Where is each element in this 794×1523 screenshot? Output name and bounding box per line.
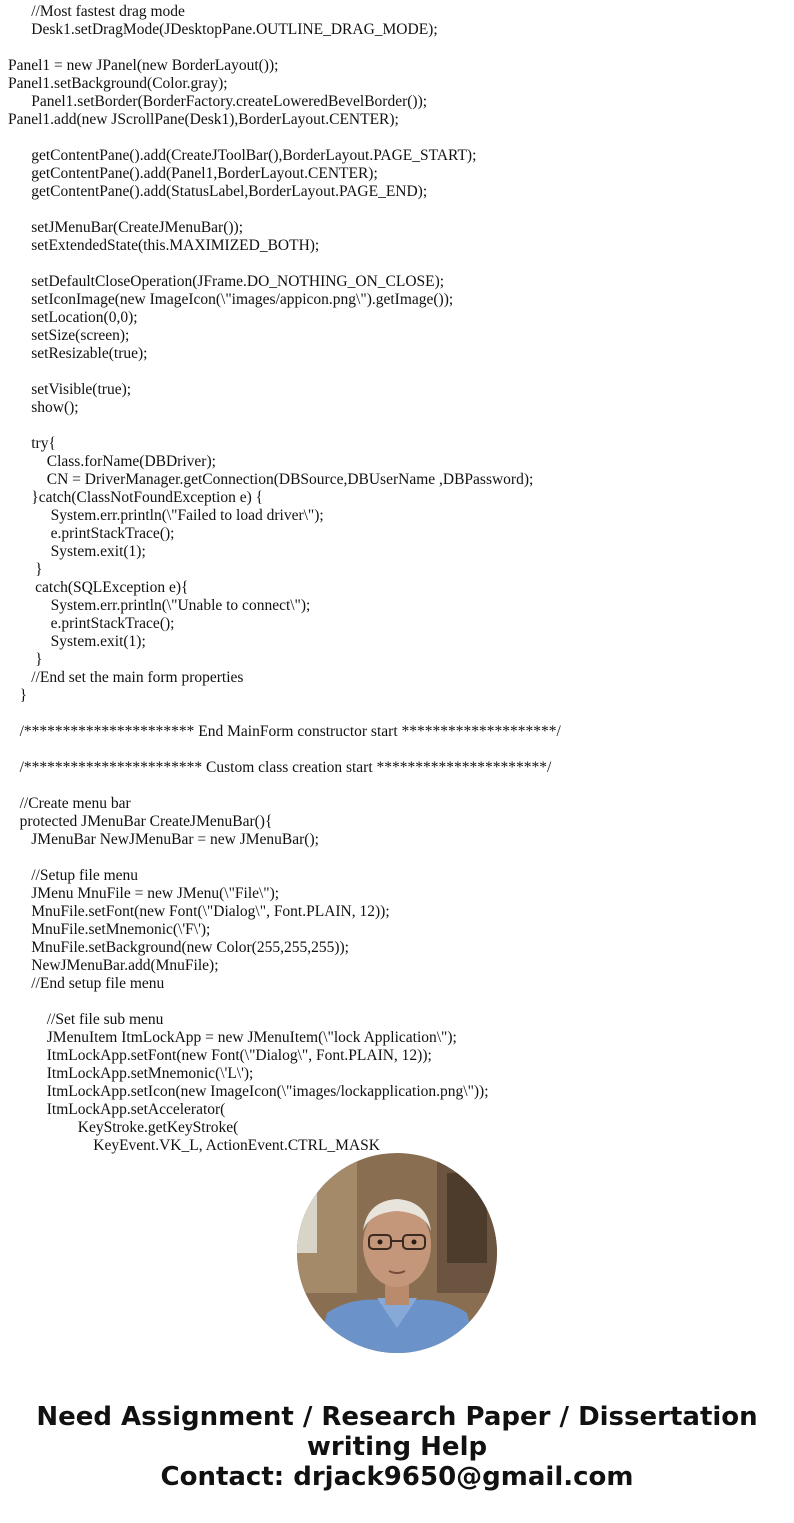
code-line: }catch(ClassNotFoundException e) { — [8, 489, 264, 506]
code-line: /********************** End MainForm constructor start ********************/ — [8, 723, 561, 740]
code-line: //Most fastest drag mode — [8, 3, 185, 20]
code-line: System.err.println(\"Failed to load driver\"); — [8, 507, 324, 524]
code-line: setVisible(true); — [8, 381, 132, 398]
code-line: setIconImage(new ImageIcon(\"images/appicon.png\").getImage()); — [8, 291, 454, 308]
code-line: MnuFile.setMnemonic(\'F\'); — [8, 921, 211, 938]
promo-line-2: writing Help — [306, 1432, 488, 1462]
code-line: //Setup file menu — [8, 867, 139, 884]
code-line: /*********************** Custom class creation start **********************/ — [8, 759, 552, 776]
code-line: setResizable(true); — [8, 345, 148, 362]
code-line: JMenu MnuFile = new JMenu(\"File\"); — [8, 885, 280, 902]
code-line: setJMenuBar(CreateJMenuBar()); — [8, 219, 244, 236]
code-line: Panel1.setBorder(BorderFactory.createLoweredBevelBorder()); — [8, 93, 428, 110]
author-photo — [297, 1153, 497, 1353]
code-line: ItmLockApp.setMnemonic(\'L\'); — [8, 1065, 254, 1082]
promo-contact: Contact: drjack9650@gmail.com — [160, 1462, 634, 1492]
code-line: show(); — [8, 399, 79, 416]
code-line: getContentPane().add(Panel1,BorderLayout.CENTER); — [8, 165, 378, 182]
code-line: ItmLockApp.setAccelerator( — [8, 1101, 226, 1118]
code-line: Panel1 = new JPanel(new BorderLayout()); — [8, 57, 279, 74]
code-line: //End set the main form properties — [8, 669, 244, 686]
code-line: NewJMenuBar.add(MnuFile); — [8, 957, 219, 974]
code-line: ItmLockApp.setFont(new Font(\"Dialog\", Font.PLAIN, 12)); — [8, 1047, 432, 1064]
code-line: e.printStackTrace(); — [8, 615, 175, 632]
code-line: setSize(screen); — [8, 327, 130, 344]
code-line: setDefaultCloseOperation(JFrame.DO_NOTHING_ON_CLOSE); — [8, 273, 445, 290]
code-line: getContentPane().add(CreateJToolBar(),BorderLayout.PAGE_START); — [8, 147, 477, 164]
code-line: JMenuBar NewJMenuBar = new JMenuBar(); — [8, 831, 319, 848]
code-line: Panel1.add(new JScrollPane(Desk1),BorderLayout.CENTER); — [8, 111, 399, 128]
code-line: catch(SQLException e){ — [8, 579, 189, 596]
code-line: CN = DriverManager.getConnection(DBSource,DBUserName ,DBPassword); — [8, 471, 534, 488]
code-line: } — [8, 651, 43, 668]
code-line: MnuFile.setFont(new Font(\"Dialog\", Font.PLAIN, 12)); — [8, 903, 390, 920]
code-line: KeyStroke.getKeyStroke( — [8, 1119, 239, 1136]
code-line: JMenuItem ItmLockApp = new JMenuItem(\"lock Application\"); — [8, 1029, 457, 1046]
code-line: MnuFile.setBackground(new Color(255,255,255)); — [8, 939, 349, 956]
code-line: Class.forName(DBDriver); — [8, 453, 216, 470]
code-line: KeyEvent.VK_L, ActionEvent.CTRL_MASK — [8, 1137, 380, 1154]
code-line: try{ — [8, 435, 56, 452]
code-line: } — [8, 687, 28, 704]
code-line: Desk1.setDragMode(JDesktopPane.OUTLINE_DRAG_MODE); — [8, 21, 438, 38]
code-line: //Set file sub menu — [8, 1011, 164, 1028]
code-line: ItmLockApp.setIcon(new ImageIcon(\"images/lockapplication.png\")); — [8, 1083, 489, 1100]
code-line: e.printStackTrace(); — [8, 525, 175, 542]
code-line: setLocation(0,0); — [8, 309, 138, 326]
code-line: Panel1.setBackground(Color.gray); — [8, 75, 228, 92]
code-line: System.exit(1); — [8, 543, 146, 560]
code-line: } — [8, 561, 43, 578]
code-line: //Create menu bar — [8, 795, 131, 812]
code-line: System.exit(1); — [8, 633, 146, 650]
code-line: protected JMenuBar CreateJMenuBar(){ — [8, 813, 273, 830]
promo-banner — [0, 1402, 794, 1492]
code-line: getContentPane().add(StatusLabel,BorderLayout.PAGE_END); — [8, 183, 428, 200]
code-line: System.err.println(\"Unable to connect\"); — [8, 597, 311, 614]
code-line: setExtendedState(this.MAXIMIZED_BOTH); — [8, 237, 320, 254]
code-line: //End setup file menu — [8, 975, 165, 992]
promo-line-1: Need Assignment / Research Paper / Dissertation — [36, 1402, 758, 1432]
author-avatar — [297, 1153, 497, 1353]
